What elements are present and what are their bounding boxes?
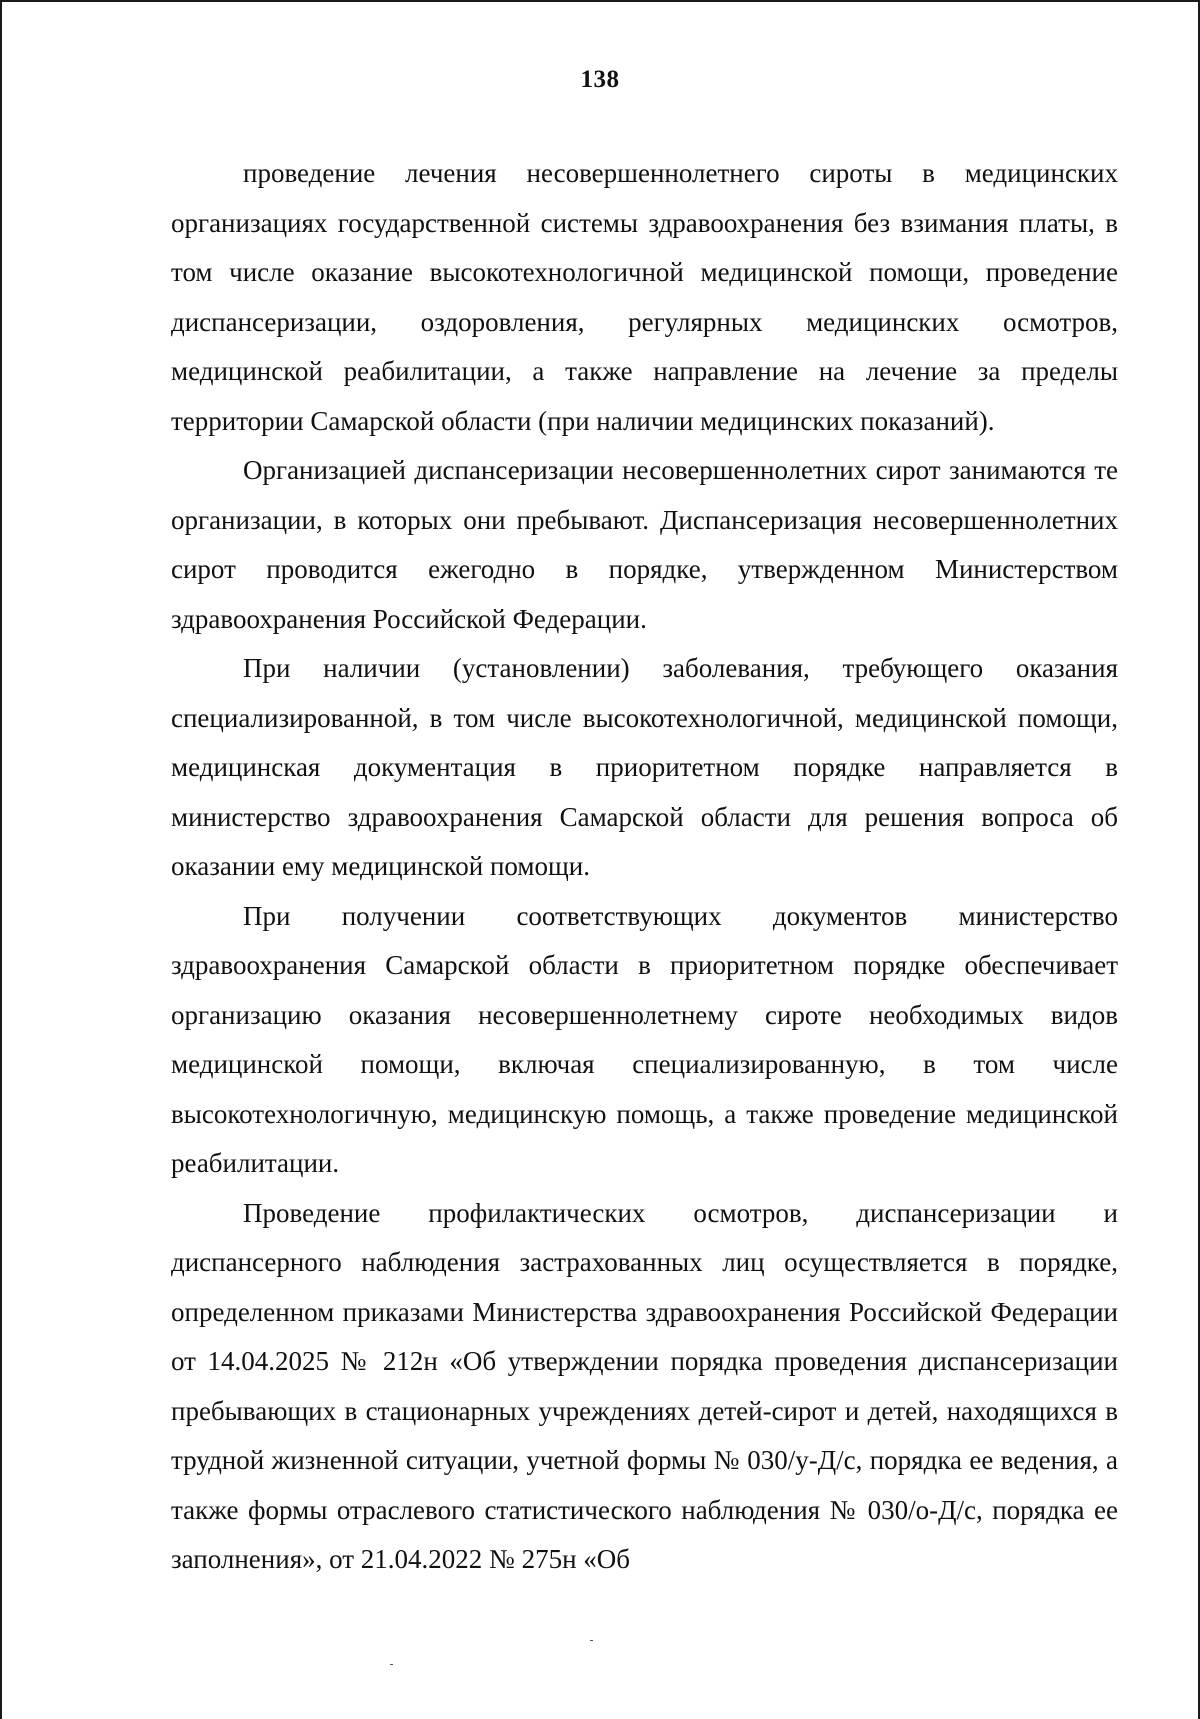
paragraph: Организацией диспансеризации несовершеннолетних сирот занимаются те организации, в которых они пребывают. Диспансеризация несовершеннолетних сирот проводится ежегодно в порядке, утвержденном Министерством здравоохранения Российской Федерации. (171, 455, 1118, 634)
paragraph: При получении соответствующих документов министерство здравоохранения Самарской области в приоритетном порядке обеспечивает организацию оказания несовершеннолетнему сироте необходимых видов медицинской помощи, включая специализированную, в том числе высокотехнологичную, медицинскую помощь, а также проведение медицинской реабилитации. (171, 900, 1118, 1178)
document-body (171, 149, 1118, 1585)
scan-border-top (0, 0, 1200, 2)
scan-speck (390, 1664, 393, 1665)
scan-speck (590, 1640, 593, 1641)
scan-border-left (0, 0, 2, 1719)
paragraph: проведение лечения несовершеннолетнего сироты в медицинских организациях государственной системы здравоохранения без взимания платы, в том числе оказание высокотехнологичной медицинской помощи, проведение диспансеризации, оздоровления, регулярных медицинских осмотров, медицинской реабилитации, а также направление на лечение за пределы территории Самарской области (при наличии медицинских показаний). (171, 158, 1118, 436)
paragraph: При наличии (установлении) заболевания, требующего оказания специализированной, в том числе высокотехнологичной, медицинской помощи, медицинская документация в приоритетном порядке направляется в министерство здравоохранения Самарской области для решения вопроса об оказании ему медицинской помощи. (171, 653, 1118, 881)
page-number: 138 (580, 66, 620, 93)
paragraph: Проведение профилактических осмотров, диспансеризации и диспансерного наблюдения застрахованных лиц осуществляется в порядке, определенном приказами Министерства здравоохранения Российской Федерации от 14.04.2025 № 212н «Об утверждении порядка проведения диспансеризации пребывающих в стационарных учреждениях детей-сирот и детей, находящихся в трудной жизненной ситуации, учетной формы № 030/у-Д/с, порядка ее ведения, а также формы отраслевого статистического наблюдения № 030/о-Д/с, порядка ее заполнения», от 21.04.2022 № 275н «Об (171, 1197, 1118, 1574)
